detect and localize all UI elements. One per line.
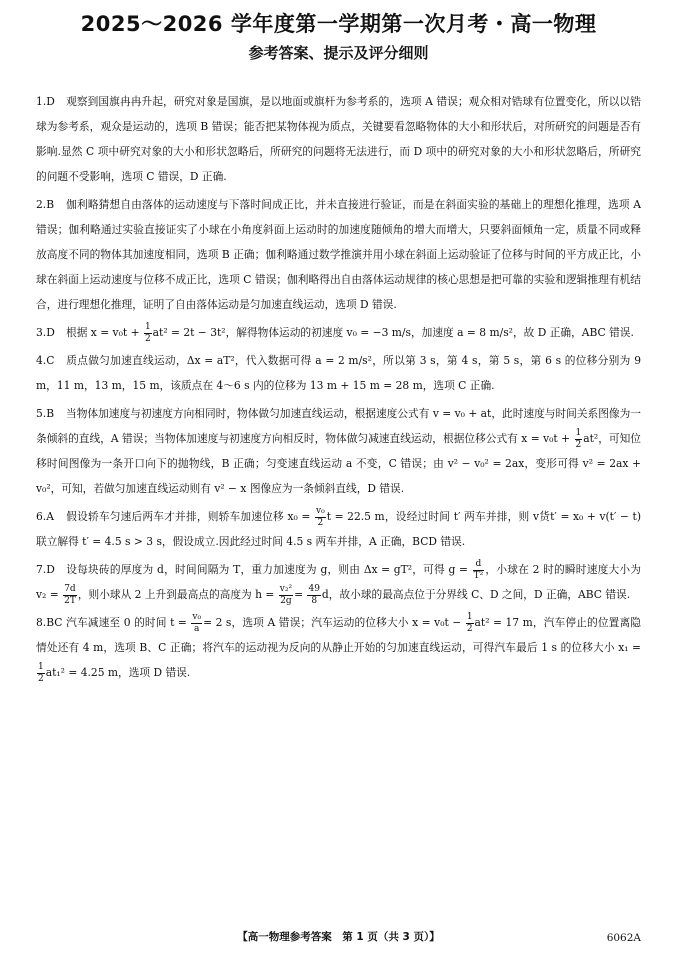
numerator: 49 xyxy=(308,583,320,594)
answer-text: ，则小球从 2 上升到最高点的高度为 h = xyxy=(77,588,275,601)
answer-text: 假设轿车匀速后两车才并排，则轿车加速位移 x₀ = xyxy=(66,510,311,523)
answer-number: 6.A xyxy=(36,510,54,523)
answer-text: = 2 s，选项 A 错误；汽车运动的位移大小 x = v₀t − xyxy=(203,616,462,629)
answer-text: at²，可知位移时间图像为一条开口向下的抛物线，B 正确；匀变速直线运动 a 不变，C 错误；由 v² − v₀² = 2ax，变形可得 v² = 2ax + v₀²，可知，若做匀加速直线运动则有 v² − x 图像应为一条倾斜直线，D 错误. xyxy=(36,432,641,495)
answer-item-4 xyxy=(36,348,641,398)
page-footer: 【高一物理参考答案 第 1 页（共 3 页）】 xyxy=(237,931,440,943)
answer-text: 汽车减速至 0 的时间 t = xyxy=(66,616,187,629)
answer-text: t = 22.5 m，设经过时间 t′ 两车并排，则 v货t′ = x₀ + v(t′ − t) 联立解得 t′ = 4.5 s > 3 s，假设成立.因此经过时间 4.5 s 两车并排，A 正确，BCD 错误. xyxy=(36,510,642,548)
numerator: d xyxy=(473,560,485,571)
fraction xyxy=(37,663,45,684)
answer-text: 设每块砖的厚度为 d，时间间隔为 T，重力加速度为 g，则由 Δx = gT²，可得 g = xyxy=(66,563,468,576)
denominator: T² xyxy=(473,570,484,581)
fraction xyxy=(279,585,293,606)
denominator: 2 xyxy=(38,673,44,684)
answer-text: = xyxy=(294,588,304,601)
denominator: 2T xyxy=(64,595,76,606)
answer-item-7 xyxy=(36,557,641,607)
answer-text: at² = 17 m，汽车停止的位置离隐情处还有 4 m，选项 B、C 正确；将汽车的运动视为反向的从静止开始的匀加速直线运动，可得汽车最后 1 s 的位移大小 x₁ = xyxy=(36,616,641,654)
answer-number: 8.BC xyxy=(36,616,63,629)
denominator: 2 xyxy=(466,623,473,634)
denominator: 2 xyxy=(144,333,151,344)
answer-number: 5.B xyxy=(36,407,55,420)
answer-item-1 xyxy=(36,89,641,189)
document-code: 6062A xyxy=(606,932,641,944)
fraction xyxy=(307,585,320,606)
answer-number: 1.D xyxy=(36,95,55,108)
answer-text: ，小球在 2 时的瞬时速度大小为 v₂ = xyxy=(36,563,641,601)
fraction xyxy=(144,323,152,344)
fraction xyxy=(63,585,77,606)
answer-item-8 xyxy=(36,610,641,685)
numerator: v₀ xyxy=(316,505,325,516)
page-subtitle: 参考答案、提示及评分细则 xyxy=(248,44,429,62)
numerator: 1 xyxy=(466,611,473,622)
answer-text: 质点做匀加速直线运动，Δx = aT²，代入数据可得 a = 2 m/s²，所以第 3 s，第 4 s，第 5 s，第 6 s 的位移分别为 9 m，11 m，13 m，15 m，该质点在 4～6 s 内的位移为 13 m + 15 m = 28 m，选项 C 正确. xyxy=(36,354,641,392)
fraction xyxy=(466,613,474,634)
answer-number: 4.C xyxy=(36,354,55,367)
answer-text: d，故小球的最高点位于分界线 C、D 之间，D 正确，ABC 错误. xyxy=(321,588,631,601)
denominator: 8 xyxy=(311,595,318,606)
denominator: 2 xyxy=(317,517,324,528)
answer-item-3 xyxy=(36,320,641,345)
numerator: v₀ xyxy=(192,611,202,622)
answer-item-2 xyxy=(36,192,641,317)
fraction xyxy=(315,507,326,528)
answer-text: 当物体加速度与初速度方向相同时，物体做匀加速直线运动，根据速度公式有 v = v₀ + at，此时速度与时间关系图像为一条倾斜的直线，A 错误；当物体加速度与初速度方向相反时，物体做匀减速直线运动，根据位移公式有 x = v₀t + xyxy=(36,407,641,445)
answer-number: 3.D xyxy=(36,326,55,339)
numerator: v₂² xyxy=(279,583,293,594)
answer-text: 观察到国旗冉冉升起，研究对象是国旗，是以地面或旗杆为参考系的，选项 A 错误；观众相对锆球有位置变化，所以以锆球为参考系，观众是运动的，选项 B 错误；能否把某物体视为质点，关键要看忽略物体的大小和形状后，对所研究的问题是否有影响.显然 C 项中研究对象的大小和形状忽略后，所研究的问题将无法进行，而 D 项中的研究对象的大小和形状忽略后，所研究的问题不受影响，选项 C 错误，D 正确. xyxy=(36,95,641,183)
numerator: 1 xyxy=(144,321,151,332)
answer-number: 7.D xyxy=(36,563,55,576)
numerator: 1 xyxy=(575,427,582,438)
denominator: 2 xyxy=(575,439,582,450)
answer-number: 2.B xyxy=(36,198,55,211)
answer-item-5 xyxy=(36,401,641,501)
answer-text: at² = 2t − 3t²，解得物体运动的初速度 v₀ = −3 m/s，加速度 a = 8 m/s²，故 D 正确，ABC 错误. xyxy=(152,326,634,339)
answer-item-6 xyxy=(36,504,641,554)
answer-text: at₁² = 4.25 m，选项 D 错误. xyxy=(45,666,191,679)
fraction xyxy=(191,613,202,634)
denominator: a xyxy=(194,623,200,634)
fraction xyxy=(473,560,485,581)
answer-text: 根据 x = v₀t + xyxy=(66,326,140,339)
fraction xyxy=(575,429,583,450)
denominator: 2g xyxy=(280,595,292,606)
page-title: 2025～2026 学年度第一学期第一次月考・高一物理 xyxy=(80,12,597,36)
numerator: 1 xyxy=(38,661,44,672)
answer-text: 伽利略猜想自由落体的运动速度与下落时间成正比，并未直接进行验证，而是在斜面实验的基础上的理想化推理，选项 A 错误；伽利略通过实验直接证实了小球在小角度斜面上运动时的加速度随倾角的增大而增大，只要斜面倾角一定，质量不同或释放高度不同的物体其加速度相同，选项 B 正确；伽利略通过数学推演并用小球在斜面上运动验证了位移与时间的平方成正比，小球在斜面上运动速度与位移不成正比，选项 C 错误；伽利略得出自由落体运动规律的核心思想是把可靠的实验和逻辑推理有机结合，进行理想化推理，证明了自由落体运动是匀加速直线运动，选项 D 错误. xyxy=(36,198,641,311)
numerator: 7d xyxy=(64,583,76,594)
